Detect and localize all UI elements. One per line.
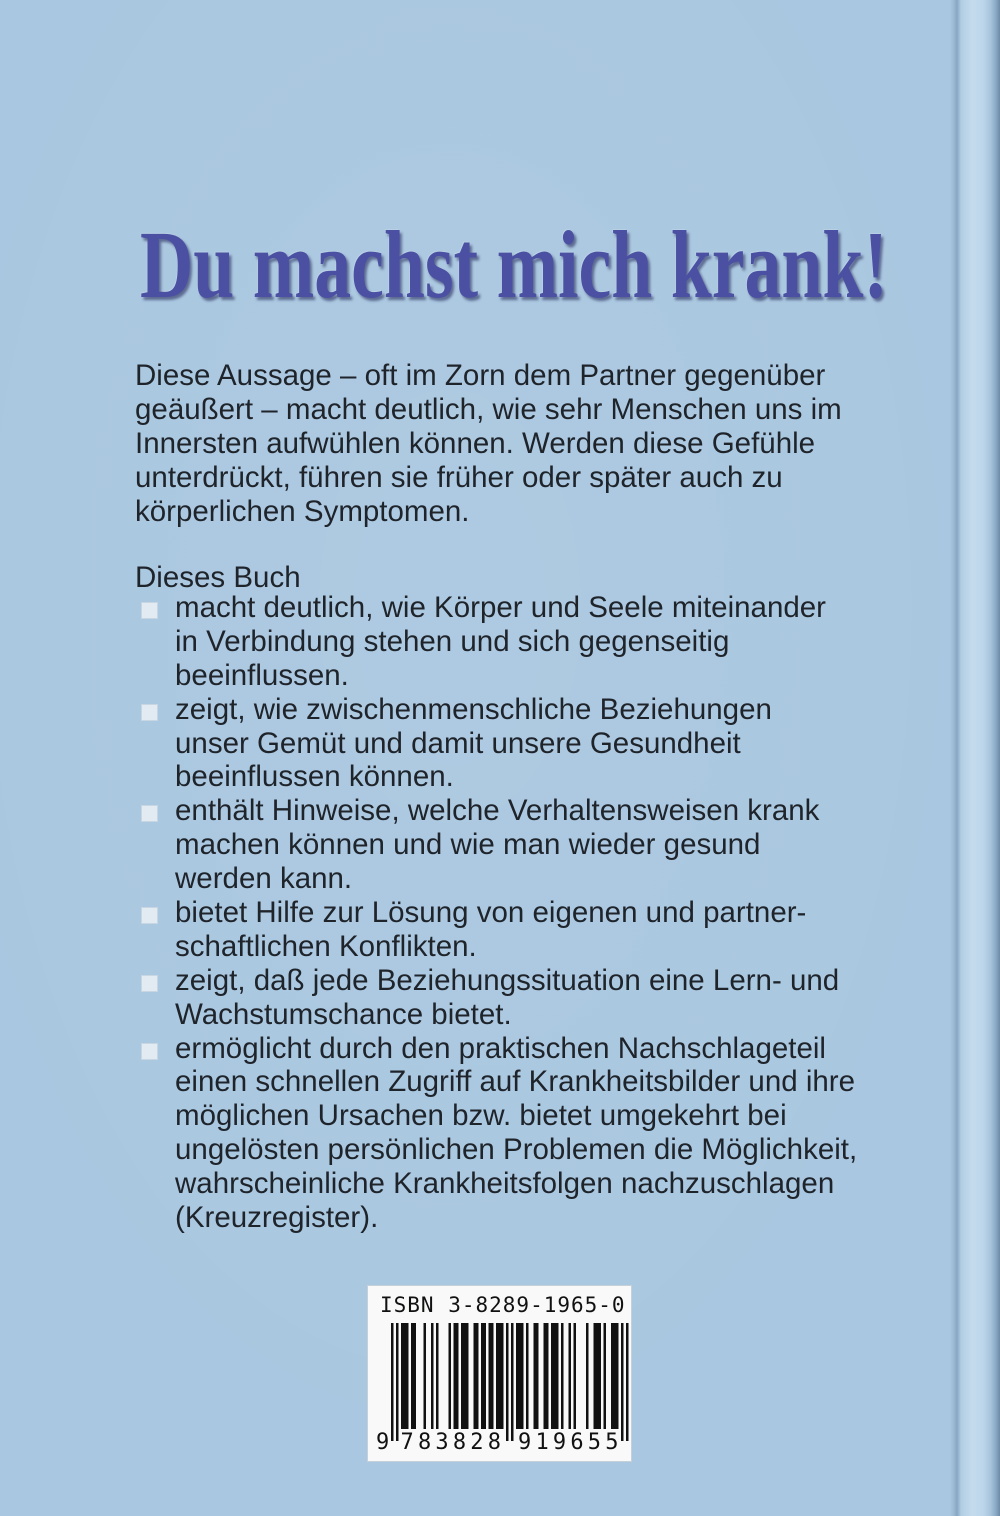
list-item-line: beeinflussen. — [175, 658, 349, 692]
barcode-bar — [496, 1323, 504, 1429]
list-item — [135, 693, 915, 795]
list-item-line: (Kreuzregister). — [175, 1201, 379, 1235]
list-item-line: möglichen Ursachen bzw. bietet umgekehrt bei — [175, 1099, 787, 1133]
list-item-line: ermöglicht durch den praktischen Nachschlageteil — [175, 1031, 826, 1065]
list-item-line: zeigt, wie zwischenmenschliche Beziehungen — [175, 692, 772, 726]
barcode-bar — [436, 1323, 439, 1429]
barcode-bar — [574, 1323, 577, 1429]
barcode-bar — [561, 1323, 564, 1429]
square-bullet-icon — [141, 907, 158, 924]
square-bullet-icon — [141, 975, 158, 992]
list-item — [135, 896, 915, 964]
square-bullet-icon — [141, 602, 158, 619]
list-item — [135, 794, 915, 896]
list-item — [135, 964, 915, 1032]
isbn-text: ISBN 3-8289-1965-0 — [380, 1293, 626, 1317]
barcode-guard-bar — [621, 1323, 624, 1441]
barcode-bar — [544, 1323, 549, 1429]
barcode-bar — [474, 1323, 479, 1429]
barcode-bar — [611, 1323, 619, 1429]
barcode-bar — [569, 1323, 572, 1429]
list-item-line: ungelösten persönlichen Problemen die Möglichkeit, — [175, 1133, 858, 1167]
list-item-text — [175, 794, 915, 896]
isbn-barcode-label — [367, 1285, 632, 1462]
list-item-text — [175, 964, 915, 1032]
list-item-line: unser Gemüt und damit unsere Gesundheit — [175, 726, 741, 760]
list-item-text — [175, 1032, 915, 1235]
book-spine-edge — [950, 0, 1000, 1516]
barcode-guard-bar — [396, 1323, 399, 1441]
intro-paragraph — [135, 359, 842, 528]
list-item-line: Wachstumschance bietet. — [175, 997, 512, 1031]
barcode-bar — [586, 1323, 589, 1429]
barcode-bar — [489, 1323, 494, 1429]
intro-line: geäußert – macht deutlich, wie sehr Menschen uns im — [135, 392, 842, 426]
barcode-bar — [411, 1323, 416, 1429]
barcode-bar — [431, 1323, 434, 1429]
list-item — [135, 591, 915, 693]
intro-line: körperlichen Symptomen. — [135, 494, 470, 528]
square-bullet-icon — [141, 805, 158, 822]
list-item-text — [175, 896, 915, 964]
barcode-bar — [449, 1323, 452, 1429]
barcode-bar — [534, 1323, 539, 1429]
list-item-line: schaftlichen Konflikten. — [175, 929, 477, 963]
intro-line: Diese Aussage – oft im Zorn dem Partner gegenüber — [135, 359, 826, 392]
list-item-line: machen können und wie man wieder gesund — [175, 828, 761, 862]
barcode-guard-bar — [626, 1323, 629, 1441]
barcode-digits-right: 919655 — [518, 1430, 623, 1455]
list-item-line: einen schnellen Zugriff auf Krankheitsbilder und ihre — [175, 1065, 856, 1099]
intro-line: unterdrückt, führen sie früher oder später auch zu — [135, 460, 783, 494]
barcode-bar — [526, 1323, 529, 1429]
list-item-line: macht deutlich, wie Körper und Seele miteinander — [175, 591, 827, 624]
barcode-bar — [594, 1323, 602, 1429]
list-item-text — [175, 693, 915, 795]
square-bullet-icon — [141, 1043, 158, 1060]
list-heading: Dieses Buch — [135, 561, 301, 594]
barcode-bar — [424, 1323, 427, 1429]
barcode-digits-left: 783828 — [400, 1430, 506, 1455]
list-item-line: in Verbindung stehen und sich gegenseitig — [175, 624, 730, 658]
barcode-bar — [516, 1323, 524, 1429]
list-item-line: wahrscheinliche Krankheitsfolgen nachzuschlagen — [175, 1167, 835, 1201]
intro-line: Innersten aufwühlen können. Werden diese Gefühle — [135, 426, 816, 460]
barcode-guard-bar — [391, 1323, 394, 1441]
barcode-bar — [551, 1323, 559, 1429]
feature-list — [135, 591, 915, 1235]
list-item-text — [175, 591, 915, 693]
square-bullet-icon — [141, 704, 158, 721]
barcode-guard-bar — [506, 1323, 509, 1441]
barcode-digit-lead: 9 — [376, 1430, 390, 1455]
list-item-line: zeigt, daß jede Beziehungssituation eine Lern- und — [175, 963, 840, 997]
barcode-guard-bar — [511, 1323, 514, 1441]
cover-title: Du machst mich krank! — [140, 211, 888, 318]
list-item-line: bietet Hilfe zur Lösung von eigenen und partner- — [175, 896, 807, 930]
barcode-bar — [604, 1323, 607, 1429]
list-item-line: enthält Hinweise, welche Verhaltensweisen krank — [175, 794, 820, 828]
barcode-bar — [481, 1323, 486, 1429]
barcode-bar — [454, 1323, 459, 1429]
list-item-line: beeinflussen können. — [175, 760, 454, 794]
list-item — [135, 1032, 915, 1235]
barcode-bar — [461, 1323, 469, 1429]
list-item-line: werden kann. — [175, 862, 353, 896]
barcode-bar — [401, 1323, 409, 1429]
